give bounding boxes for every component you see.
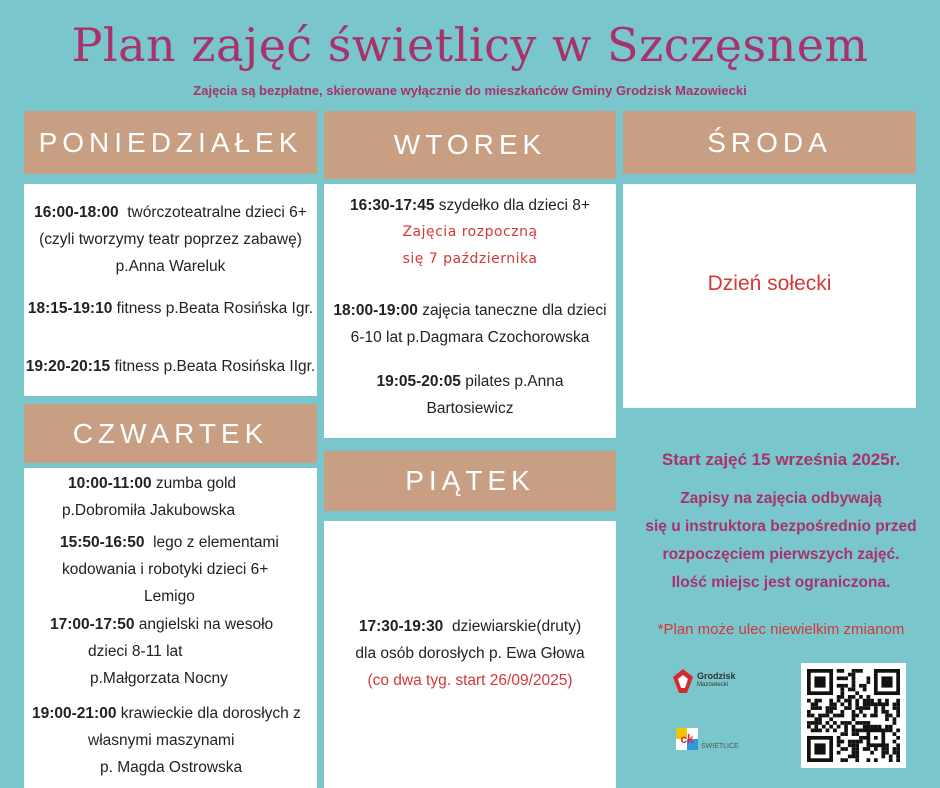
- entry-instructor: p.Dobromiła Jakubowska: [62, 502, 236, 519]
- entry-detail: (czyli tworzymy teatr poprzez zabawę): [39, 231, 302, 248]
- entry-detail: kodowania i robotyki dzieci 6+: [62, 561, 269, 578]
- change-notice: *Plan może ulec niewielkim zmianom: [657, 621, 905, 638]
- entry-time: 17:30-19:30: [358, 618, 444, 635]
- entry-time: 10:00-11:00: [68, 475, 152, 492]
- schedule-entry: [324, 192, 616, 273]
- friday-panel: [324, 521, 616, 788]
- entry-activity: krawieckie dla dorosłych z: [120, 705, 301, 722]
- schedule-entry: [24, 700, 317, 781]
- entry-time: 15:50-16:50: [60, 534, 145, 551]
- wednesday-note: Dzień sołecki: [707, 272, 832, 295]
- schedule-entry: [324, 297, 616, 351]
- entry-activity: szydełko dla dzieci 8+: [438, 197, 590, 214]
- entry-activity: zumba gold: [155, 475, 237, 492]
- entry-detail: dzieci 8-11 lat: [88, 643, 183, 660]
- day-header-monday: PONIEDZIAŁEK: [24, 111, 317, 174]
- start-date-info: Start zajęć 15 września 2025r.: [661, 450, 901, 469]
- entry-time: 16:00-18:00: [34, 204, 119, 221]
- schedule-entry: [24, 353, 317, 380]
- entry-instructor: 6-10 lat p.Dagmara Czochorowska: [350, 329, 590, 346]
- schedule-entry: [24, 470, 317, 524]
- schedule-entry: [324, 613, 616, 694]
- thursday-panel: [24, 468, 317, 788]
- entry-time: 19:20-20:15: [25, 358, 111, 375]
- entry-time: 16:30-17:45: [350, 197, 435, 214]
- start-notice: się 7 października: [402, 251, 538, 267]
- entry-instructor: Bartosiewicz: [426, 400, 514, 417]
- entry-time: 18:15-19:10: [27, 300, 113, 317]
- signup-info: [622, 485, 940, 597]
- entry-activity: pilates p.Anna: [465, 373, 564, 390]
- page-subtitle: Zajęcia są bezpłatne, skierowane wyłącznie do mieszkańców Gminy Grodzisk Mazowiecki: [193, 83, 747, 98]
- schedule-entry: [24, 199, 317, 280]
- entry-instructor: p.Małgorzata Nocny: [90, 670, 228, 687]
- swietlice-logo: [676, 728, 739, 750]
- signup-line: Zapisy na zajęcia odbywają: [680, 490, 882, 507]
- grodzisk-sub: Mazowiecki: [697, 682, 729, 688]
- signup-line: się u instruktora bezpośrednio przed: [645, 518, 917, 535]
- entry-time: 19:00-21:00: [32, 705, 117, 722]
- schedule-entry: [24, 295, 317, 322]
- day-header-thursday: CZWARTEK: [24, 404, 317, 463]
- schedule-entry: [324, 368, 616, 422]
- entry-time: 17:00-17:50: [50, 616, 135, 633]
- entry-instructor: Lemigo: [144, 588, 195, 605]
- grodzisk-name: Grodzisk: [697, 671, 736, 681]
- grodzisk-logo: [672, 668, 736, 694]
- entry-activity: dziewiarskie(druty): [451, 618, 582, 635]
- qr-code[interactable]: [801, 663, 906, 768]
- signup-line: rozpoczęciem pierwszych zajęć.: [662, 546, 900, 563]
- day-header-wednesday: ŚRODA: [623, 111, 916, 174]
- entry-frequency-note: (co dwa tyg. start 26/09/2025): [367, 672, 573, 689]
- entry-activity: lego z elementami: [153, 534, 279, 551]
- schedule-entry: [24, 529, 317, 610]
- entry-activity: fitness p.Beata Rosińska IIgr.: [114, 358, 316, 375]
- qr-code-icon: [807, 669, 900, 762]
- entry-activity: angielski na wesoło: [138, 616, 274, 633]
- entry-time: 18:00-19:00: [333, 302, 418, 319]
- wednesday-panel: [623, 184, 916, 408]
- page-title: Plan zajęć świetlicy w Szczęsnem: [71, 18, 869, 72]
- entry-instructor: dla osób dorosłych p. Ewa Głowa: [355, 645, 585, 662]
- entry-detail: własnymi maszynami: [88, 732, 235, 749]
- swietlice-label: ŚWIETLICE: [701, 742, 739, 750]
- entry-time: 19:05-20:05: [376, 373, 461, 390]
- entry-activity: fitness p.Beata Rosińska Igr.: [116, 300, 314, 317]
- day-header-tuesday: WTOREK: [324, 111, 616, 179]
- entry-activity: zajęcia taneczne dla dzieci: [422, 302, 607, 319]
- start-notice: Zajęcia rozpoczną: [402, 224, 538, 240]
- ck-badge-icon: ck: [676, 728, 698, 750]
- monday-panel: [24, 184, 317, 396]
- entry-instructor: p. Magda Ostrowska: [100, 759, 243, 776]
- day-header-friday: PIĄTEK: [324, 451, 616, 511]
- entry-activity: twórczoteatralne dzieci 6+: [127, 204, 307, 221]
- tuesday-panel: [324, 184, 616, 438]
- entry-instructor: p.Anna Wareluk: [115, 258, 226, 275]
- signup-line: Ilość miejsc jest ograniczona.: [671, 574, 891, 591]
- schedule-entry: [24, 611, 317, 692]
- grodzisk-emblem-icon: [672, 668, 694, 694]
